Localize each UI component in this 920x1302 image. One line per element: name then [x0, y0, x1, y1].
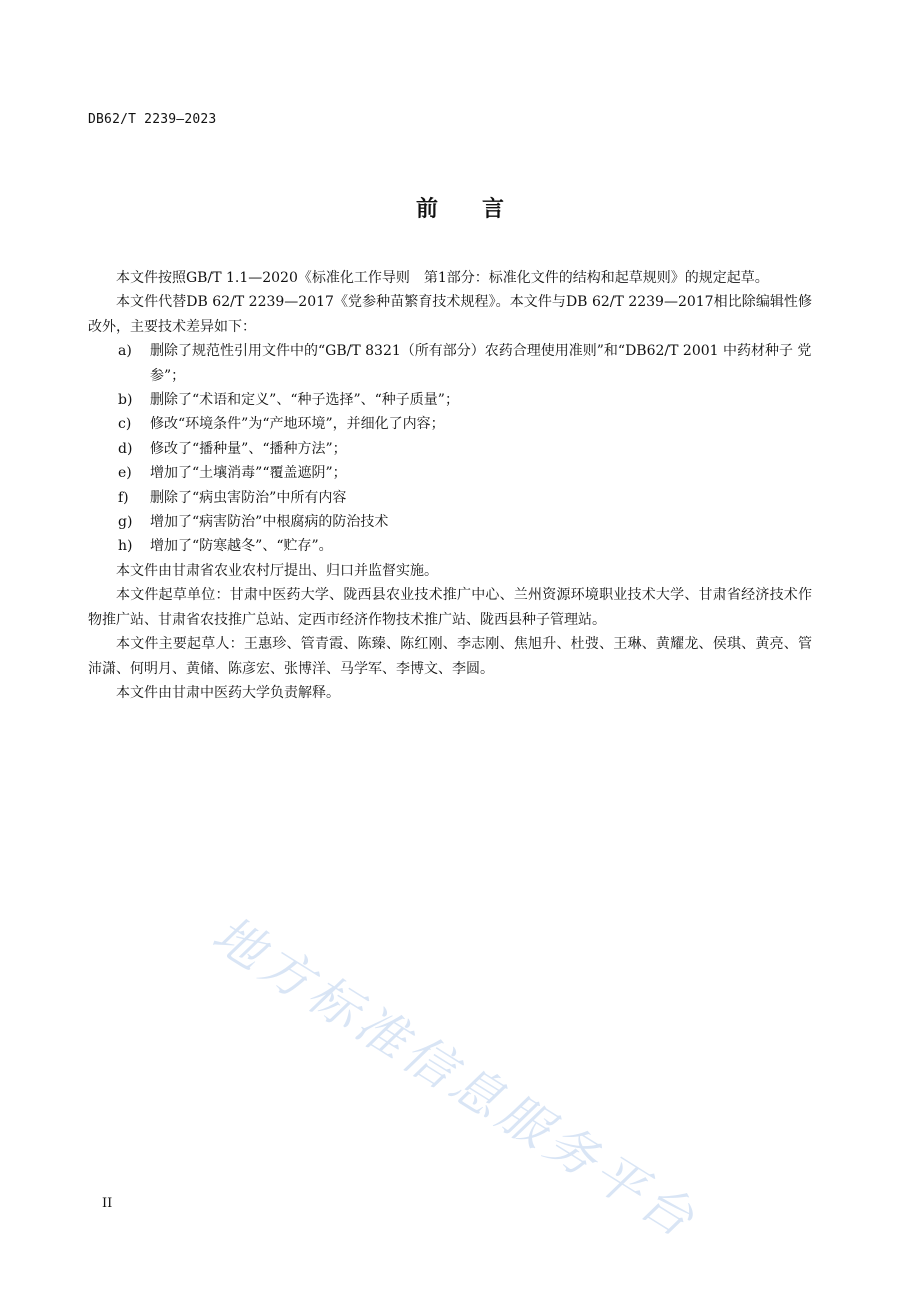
page-number: II	[102, 1196, 113, 1211]
paragraph-interpretation: 本文件由甘肃中医药大学负责解释。	[116, 684, 340, 701]
list-item-label: e)	[118, 465, 132, 482]
list-item	[88, 461, 812, 485]
list-item-label: c)	[118, 416, 132, 433]
list-item-text: 删除了“病虫害防治”中所有内容	[150, 489, 347, 506]
list-item	[88, 437, 812, 461]
list-item-text: 修改了“播种量”、“播种方法”；	[150, 440, 347, 457]
list-item-text: 增加了“土壤消毒”“覆盖遮阴”；	[150, 465, 347, 482]
paragraph-drafting-rules: 本文件按照GB/T 1.1—2020《标准化工作导则 第1部分：标准化文件的结构和起草规则》的规定起草。	[116, 270, 769, 286]
list-item-label: f)	[118, 489, 129, 506]
list-item-label: b)	[118, 392, 133, 409]
list-item-label: d)	[118, 440, 133, 457]
paragraph-drafting-units: 本文件起草单位：甘肃中医药大学、陇西县农业技术推广中心、兰州资源环境职业技术大学、甘肃省经济技术作物推广站、甘肃省农技推广总站、定西市经济作物技术推广站、陇西县种子管理站。	[88, 587, 812, 628]
list-item-text: 删除了“术语和定义”、“种子选择”、“种子质量”；	[150, 392, 459, 409]
foreword-body	[88, 266, 812, 705]
list-item-text: 修改“环境条件”为“产地环境”，并细化了内容；	[150, 416, 445, 433]
list-item-label: g)	[118, 514, 133, 531]
list-item-label: h)	[118, 538, 133, 555]
list-item	[88, 486, 812, 510]
list-item	[88, 510, 812, 534]
document-code: DB62/T 2239—2023	[88, 112, 217, 127]
list-item-text: 增加了“病害防治”中根腐病的防治技术	[150, 514, 389, 531]
paragraph-replacement: 本文件代替DB 62/T 2239—2017《党参种苗繁育技术规程》。本文件与DB 62/T 2239—2017相比除编辑性修改外，主要技术差异如下：	[88, 294, 812, 335]
list-item-text: 删除了规范性引用文件中的“GB/T 8321（所有部分）农药合理使用准则”和“DB62/T 2001 中药材种子 党参”；	[150, 343, 812, 384]
watermark-text: 地方标准信息服务平台	[202, 904, 709, 1251]
paragraph-proposer: 本文件由甘肃省农业农村厅提出、归口并监督实施。	[116, 562, 438, 579]
paragraph-drafters: 本文件主要起草人：王惠珍、管青霞、陈臻、陈红刚、李志刚、焦旭升、杜弢、王琳、黄耀龙、侯琪、黄亮、管沛潇、何明月、黄储、陈彦宏、张博洋、马学军、李博文、李圆。	[88, 636, 812, 677]
list-item-text: 增加了“防寒越冬”、“贮存”。	[150, 538, 333, 555]
list-item	[88, 534, 812, 558]
list-item	[88, 339, 812, 388]
page-title: 前 言	[415, 197, 504, 222]
list-item	[88, 412, 812, 436]
list-item-label: a)	[118, 343, 132, 360]
list-item	[88, 388, 812, 412]
